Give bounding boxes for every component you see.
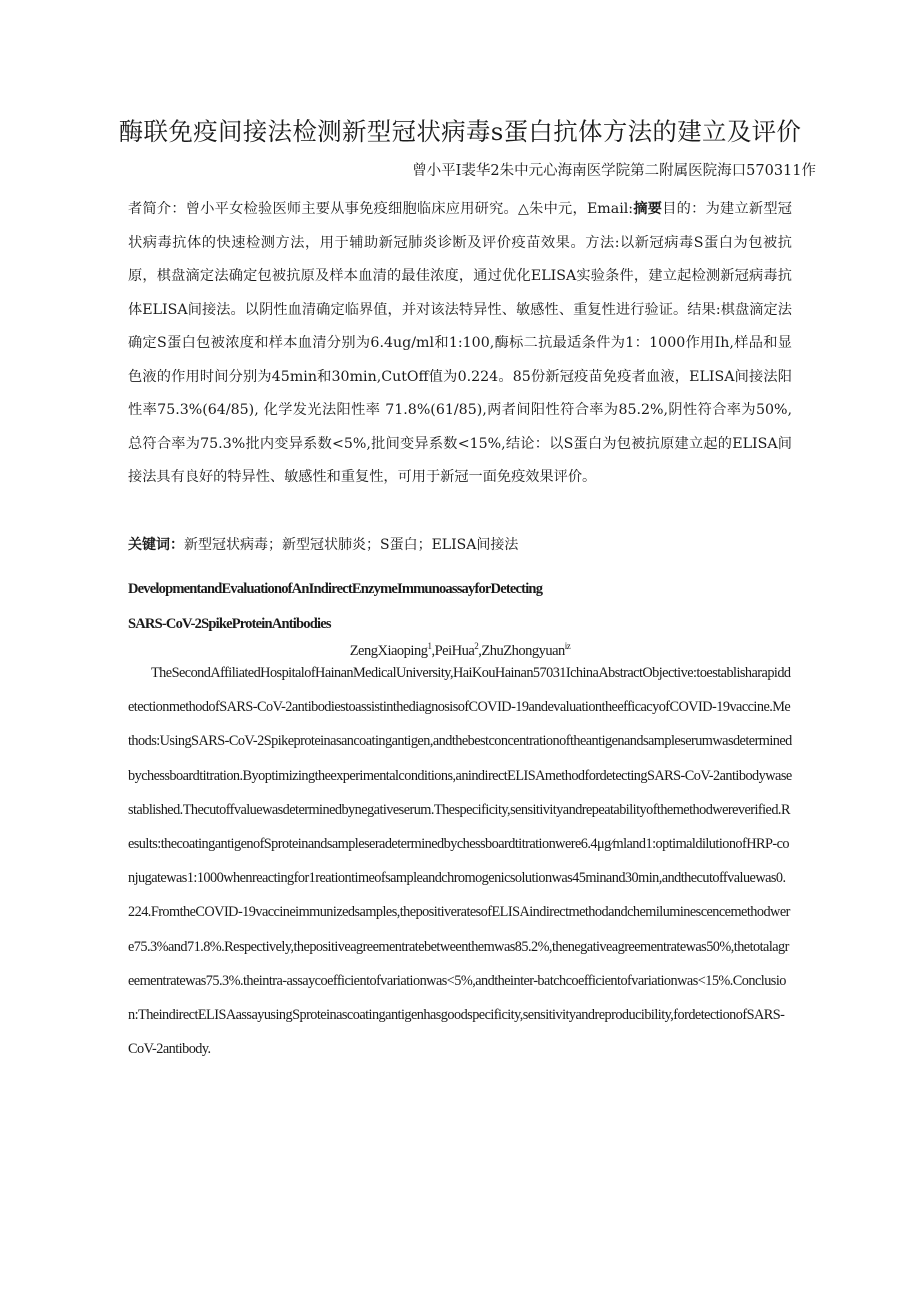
author-2: ,PeiHua — [431, 642, 475, 659]
english-title — [128, 572, 792, 642]
author-note: 者简介：曾小平女检验医师主要从事免疫细胞临床应用研究。△朱中元，Email: — [128, 201, 634, 217]
paper-title: 酶联免疫间接法检测新型冠状病毒s蛋白抗体方法的建立及评价 — [118, 117, 802, 146]
author-3: ,ZhuZhongyuan — [478, 642, 565, 659]
keywords-label: 关键词： — [128, 537, 184, 553]
abstract-body: 目的：为建立新型冠状病毒抗体的快速检测方法，用于辅助新冠肺炎诊断及评价疫苗效果。方法:以新冠病毒S蛋白为包被抗原，棋盘滴定法确定包被抗原及样本血清的最佳浓度，通过优化ELISA实验条件，建立起检测新冠病毒抗体ELISA间接法。以阴性血清确定临界值，并对该法特异性、敏感性、重复性进行验证。结果:棋盘滴定法确定S蛋白包被浓度和样本血清分别为6.4ug/ml和1:100,酶标二抗最适条件为1：1000作用Ih,样品和显色液的作用时间分别为45min和30min,CutOff值为0.224。85份新冠疫苗免疫者血液，ELISA间接法阳性率75.3%(64/85), 化学发光法阳性率 71.8%(61/85),两者间阳性符合率为85.2%,阴性符合率为50%,总符合率为75.3%批内变异系数<5%,批间变异系数<15%,结论：以S蛋白为包被抗原建立起的ELISA间接法具有良好的特异性、敏感性和重复性，可用于新冠一面免疫效果评价。 — [128, 201, 792, 485]
abstract-label: 摘要 — [633, 201, 663, 217]
english-abstract: TheSecondAffiliatedHospitalofHainanMedicalUniversity,HaiKouHainan57031IchinaAbstractObjective:toestablisharapiddetectionmethodofSARS-CoV-2antibodiestoassistinthediagnosisofCOVID-19andevaluationtheefficacyofCOVID-19vaccine.Methods:UsingSARS-CoV-2Spikeproteinasancoatingantigen,andthebestconcentrationoftheantigenandsampleserumwasdeterminedbychessboardtitration.Byoptimizingtheexperimentalconditions,anindirectELISAmethodfordetectingSARS-CoV-2antibodywasestablished.Thecutoffvaluewasdeterminedbynegativeserum.Thespecificity,sensitivityandrepeatabilityofthemethodwereverified.Results:thecoatingantigenofSproteinandsampleseradeterminedbychessboardtitrationwere6.4μg∕mland1:optimaldilutionofHRP-conjugatewas1:1000whenreactingfor1reationtimeofsampleandchromogenicsolutionwas45minand30min,andthecutoffvaluewas0.224.FromtheCOVID-19vaccineimmunizedsamples,thepositiveratesofELISAindirectmethodandchemiluminescencemethodwere75.3%and71.8%.Respectively,thepositiveagreementratebetweenthemwas85.2%,thenegativeagreementratewas50%,thetotalagreementratewas75.3%.theintra-assaycoefficientofvariationwas<5%,andtheinter-batchcoefficientofvariationwas<15%.Conclusion:TheindirectELISAassayusingSproteinascoatingantigenhasgoodspecificity,sensitivityandreproducibility,fordetectionofSARS-CoV-2antibody. — [128, 665, 792, 1058]
keywords — [128, 533, 792, 557]
author-1: ZengXiaoping — [349, 642, 428, 659]
chinese-abstract — [128, 193, 792, 495]
keywords-text: 新型冠状病毒；新型冠状肺炎；S蛋白；ELISA间接法 — [184, 537, 519, 553]
author-2-affiliation-mark: 2 — [474, 641, 479, 651]
author-1-affiliation-mark: 1 — [427, 641, 432, 651]
author-affiliation-line: 曾小平I裴华2朱中元心海南医学院第二附属医院海口570311作 — [412, 163, 816, 179]
english-title-line-1: DevelopmentandEvaluationofAnIndirectEnzymeImmunoassayforDetecting — [128, 581, 543, 597]
english-title-line-2: SARS-CoV-2SpikeProteinAntibodies — [128, 616, 331, 632]
author-3-affiliation-mark: iz — [564, 641, 571, 651]
